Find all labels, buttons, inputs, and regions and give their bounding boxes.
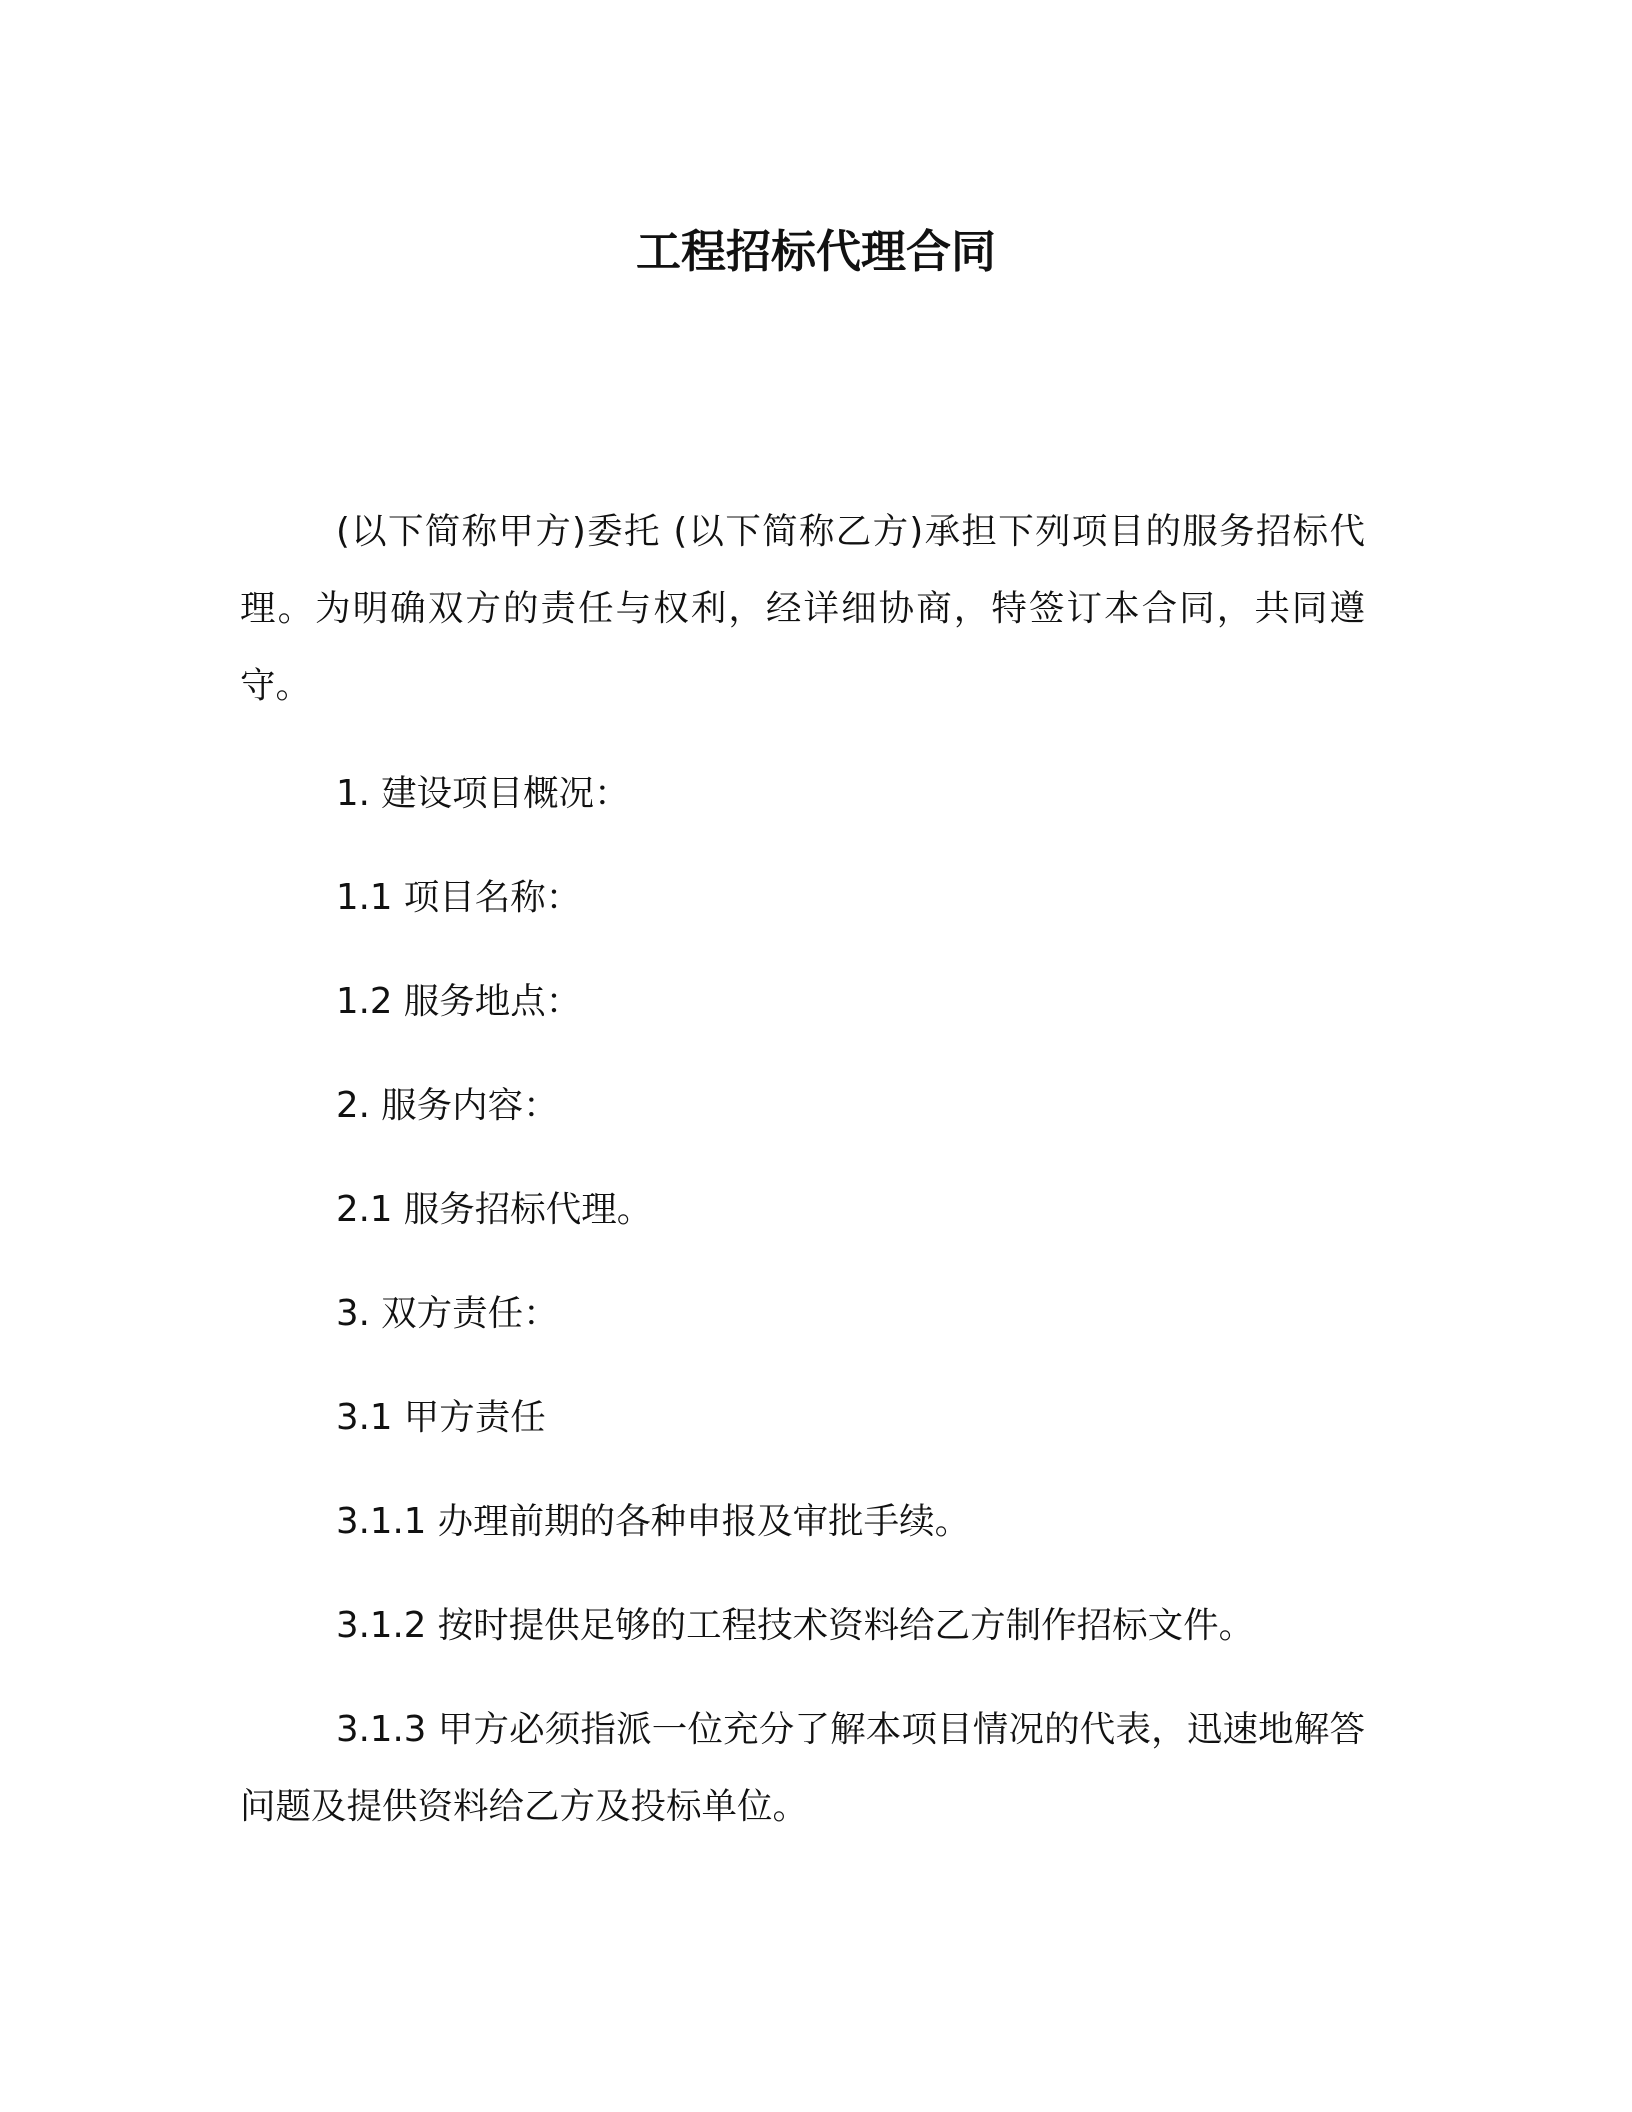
intro-paragraph: (以下简称甲方)委托 (以下简称乙方)承担下列项目的服务招标代理。为明确双方的责任与权利，经详细协商，特签订本合同，共同遵守。 bbox=[240, 511, 1365, 706]
clause-3-1-1: 3.1.1 办理前期的各种申报及审批手续。 bbox=[336, 1501, 971, 1542]
clause-3-1: 3.1 甲方责任 bbox=[336, 1397, 546, 1438]
clause-3-1-2: 3.1.2 按时提供足够的工程技术资料给乙方制作招标文件。 bbox=[336, 1605, 1255, 1646]
clause-1-2: 1.2 服务地点： bbox=[336, 981, 582, 1022]
clause-3-1-3: 3.1.3 甲方必须指派一位充分了解本项目情况的代表，迅速地解答问题及提供资料给乙方及投标单位。 bbox=[240, 1709, 1365, 1827]
clause-2: 2. 服务内容： bbox=[336, 1085, 559, 1126]
clause-1: 1. 建设项目概况： bbox=[336, 773, 630, 814]
clause-3: 3. 双方责任： bbox=[336, 1293, 559, 1334]
clause-1-1: 1.1 项目名称： bbox=[336, 877, 582, 918]
document-body bbox=[240, 493, 1365, 1845]
document-title: 工程招标代理合同 bbox=[635, 225, 996, 278]
clause-2-1: 2.1 服务招标代理。 bbox=[336, 1189, 653, 1230]
